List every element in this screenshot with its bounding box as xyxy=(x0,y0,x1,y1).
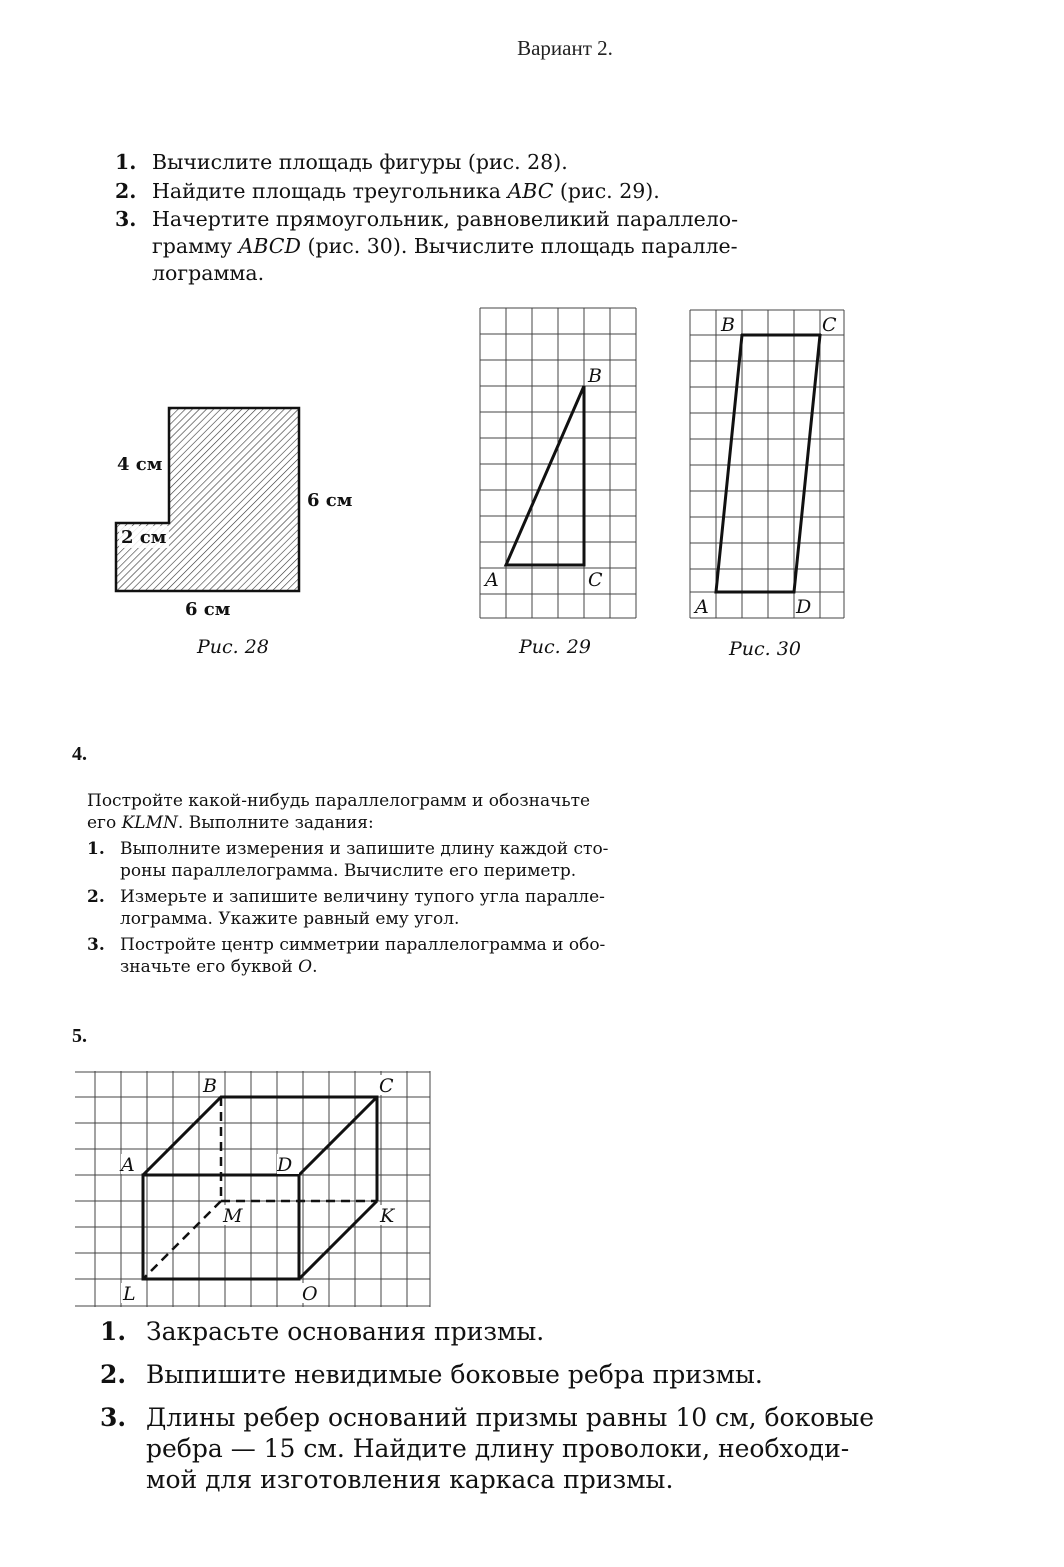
item-line xyxy=(120,956,747,978)
point-b-label: B xyxy=(588,365,602,387)
item-line: Постройте центр симметрии параллелограмма и обо- xyxy=(120,935,606,955)
task-4-intro-line: Постройте какой-нибудь параллелограмм и обозначьте xyxy=(87,791,591,811)
point-c-label: C xyxy=(588,569,603,591)
task-text: (рис. 29). xyxy=(553,179,660,203)
figure-28-caption: Рис. 28 xyxy=(197,636,269,658)
center-letter: O xyxy=(298,957,313,977)
figure-30-caption: Рис. 30 xyxy=(729,638,801,660)
task-3 xyxy=(115,206,855,287)
label-4cm: 4 см xyxy=(117,454,163,475)
label-6cm-right: 6 см xyxy=(307,490,353,511)
item-line: ребра — 15 см. Найдите длину проволоки, необходи- xyxy=(146,1434,850,1463)
text-segment: (рис. 30). Вычислите площадь паралле- xyxy=(300,234,738,258)
point-a-label: A xyxy=(485,569,499,591)
label-6cm-bottom: 6 см xyxy=(185,599,231,620)
task-1 xyxy=(115,148,855,177)
point-d-label: D xyxy=(796,596,812,618)
item-number: 3. xyxy=(100,1403,127,1432)
item-line: Закрасьте основания призмы. xyxy=(146,1317,545,1346)
task-4-intro-line xyxy=(87,812,747,834)
item-line: роны параллелограмма. Вычислите его периметр. xyxy=(120,861,577,881)
point-k-label: K xyxy=(380,1205,395,1227)
text-segment: . Выполните задания: xyxy=(177,813,374,833)
figure-prism-grid xyxy=(75,1071,432,1309)
item-number: 2. xyxy=(87,887,105,907)
point-m-label: M xyxy=(223,1205,243,1227)
text-segment: значьте его буквой xyxy=(120,957,299,977)
task-text: Найдите площадь треугольника xyxy=(152,179,508,203)
figure-29-triangle-grid xyxy=(479,307,639,619)
parallelogram-name: KLMN xyxy=(121,813,178,833)
item-line: Длины ребер оснований призмы равны 10 см, боковые xyxy=(146,1403,875,1432)
item-number: 1. xyxy=(87,839,105,859)
point-b-label: B xyxy=(721,314,735,336)
item-number: 3. xyxy=(87,935,105,955)
item-line: Выполните измерения и запишите длину каждой сто- xyxy=(120,839,609,859)
task-number: 3. xyxy=(115,207,137,231)
text-segment: . xyxy=(312,957,318,977)
task-4-item-1 xyxy=(87,838,747,882)
text-segment: его xyxy=(87,813,122,833)
triangle-name: ABC xyxy=(507,179,554,203)
task-5-items xyxy=(100,1316,1060,1507)
figure-29-caption: Рис. 29 xyxy=(519,636,591,658)
task-text: Вычислите площадь фигуры (рис. 28). xyxy=(152,150,568,174)
item-line: мой для изготовления каркаса призмы. xyxy=(146,1465,674,1494)
task-text-line: Начертите прямоугольник, равновеликий параллело- xyxy=(152,207,739,231)
variant-title: Вариант 2. xyxy=(517,36,613,60)
point-c-label: C xyxy=(822,314,837,336)
task-5-item-1 xyxy=(100,1316,1060,1347)
task-text-line xyxy=(152,233,855,260)
item-line: Измерьте и запишите величину тупого угла паралле- xyxy=(120,887,605,907)
task-number: 1. xyxy=(115,150,137,174)
task-4-item-3 xyxy=(87,934,747,978)
task-number: 2. xyxy=(115,179,137,203)
task-5-item-2 xyxy=(100,1359,1060,1390)
point-l-label: L xyxy=(123,1283,136,1305)
task-4-number: 4. xyxy=(72,743,87,765)
task-4-item-2 xyxy=(87,886,747,930)
figure-30-parallelogram-grid xyxy=(689,309,847,621)
task-2 xyxy=(115,177,855,206)
task-5-number: 5. xyxy=(72,1025,87,1047)
point-c-label: C xyxy=(379,1075,394,1097)
point-o-label: O xyxy=(302,1283,318,1305)
point-a-label: A xyxy=(121,1154,135,1176)
task-5-item-3 xyxy=(100,1402,1060,1495)
point-b-label: B xyxy=(203,1075,217,1097)
text-segment: грамму xyxy=(152,234,239,258)
item-line: лограмма. Укажите равный ему угол. xyxy=(120,909,460,929)
item-number: 2. xyxy=(100,1360,127,1389)
point-d-label: D xyxy=(277,1154,293,1176)
label-2cm: 2 см xyxy=(121,527,167,548)
task-text-line: лограмма. xyxy=(152,261,265,285)
item-line: Выпишите невидимые боковые ребра призмы. xyxy=(146,1360,763,1389)
item-number: 1. xyxy=(100,1317,127,1346)
task-4-body xyxy=(87,790,747,978)
point-a-label: A xyxy=(695,596,709,618)
parallelogram-name: ABCD xyxy=(238,234,301,258)
part1-task-list xyxy=(115,148,855,287)
